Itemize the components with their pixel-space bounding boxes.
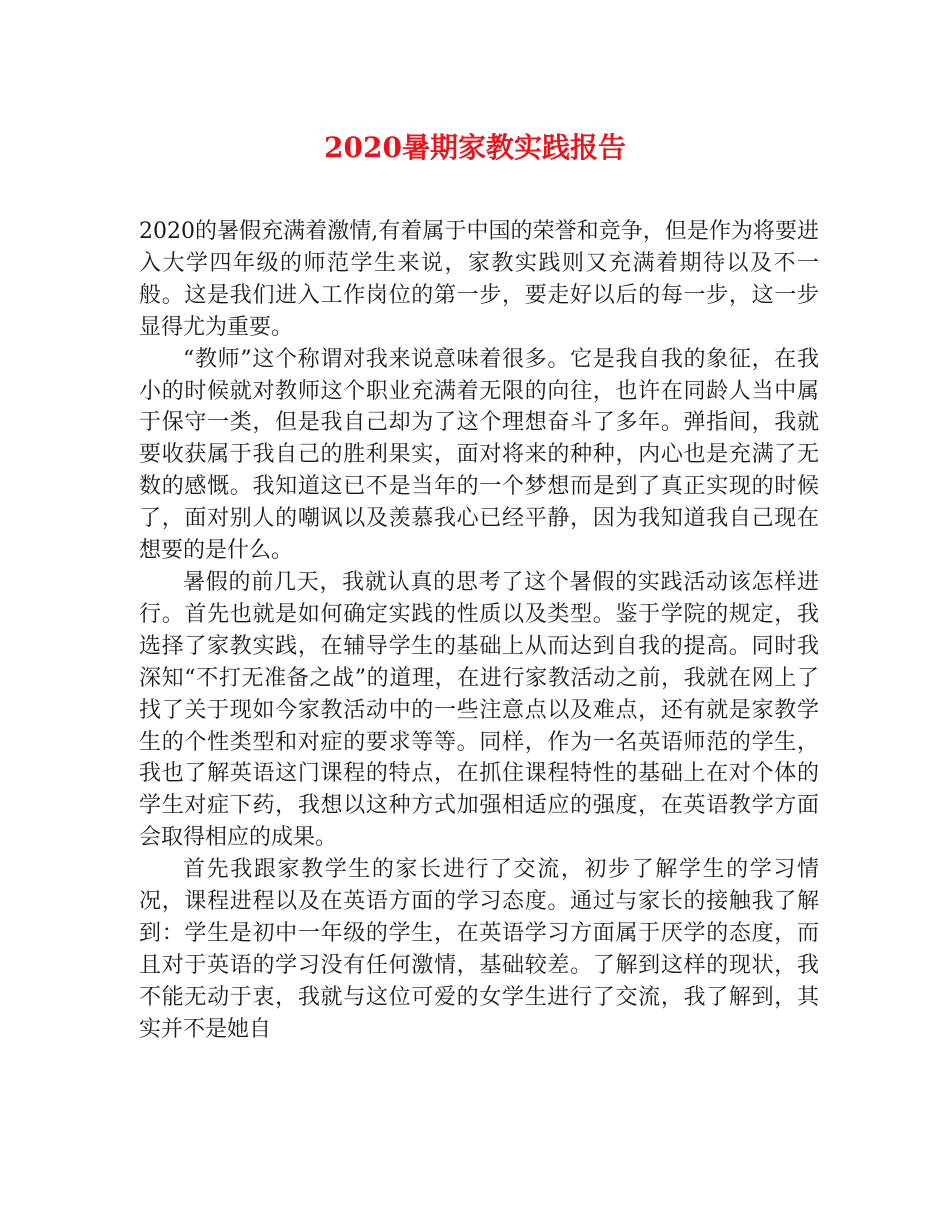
paragraph-4: 首先我跟家教学生的家长进行了交流，初步了解学生的学习情况，课程进程以及在英语方面的学习态度。通过与家长的接触我了解到：学生是初中一年级的学生，在英语学习方面属于厌学的态度，而且对于英语的学习没有任何激情，基础较差。了解到这样的现状，我不能无动于衷，我就与这位可爱的女学生进行了交流，我了解到，其实并不是她自 [139, 857, 819, 1042]
document-body [139, 216, 819, 1046]
paragraph-3: 暑假的前几天，我就认真的思考了这个暑假的实践活动该怎样进行。首先也就是如何确定实践的性质以及类型。鉴于学院的规定，我选择了家教实践，在辅导学生的基础上从而达到自我的提高。同时我深知“不打无准备之战”的道理，在进行家教活动之前，我就在网上了找了关于现如今家教活动中的一些注意点以及难点，还有就是家教学生的个性类型和对症的要求等等。同样，作为一名英语师范的学生，我也了解英语这门课程的特点，在抓住课程特性的基础上在对个体的学生对症下药，我想以这种方式加强相适应的强度，在英语教学方面会取得相应的成果。 [139, 569, 819, 851]
paragraph-2: “教师”这个称谓对我来说意味着很多。它是我自我的象征，在我小的时候就对教师这个职业充满着无限的向往，也许在同龄人当中属于保守一类，但是我自己却为了这个理想奋斗了多年。弹指间，我就要收获属于我自己的胜利果实，面对将来的种种，内心也是充满了无数的感慨。我知道这已不是当年的一个梦想而是到了真正实现的时候了，面对别人的嘲讽以及羡慕我心已经平静，因为我知道我自己现在想要的是什么。 [139, 346, 819, 564]
paragraph-1: 2020的暑假充满着激情,有着属于中国的荣誉和竞争，但是作为将要进入大学四年级的师范学生来说，家教实践则又充满着期待以及不一般。这是我们进入工作岗位的第一步，要走好以后的每一步，这一步显得尤为重要。 [139, 219, 819, 340]
page-title: 2020暑期家教实践报告 [324, 131, 626, 164]
